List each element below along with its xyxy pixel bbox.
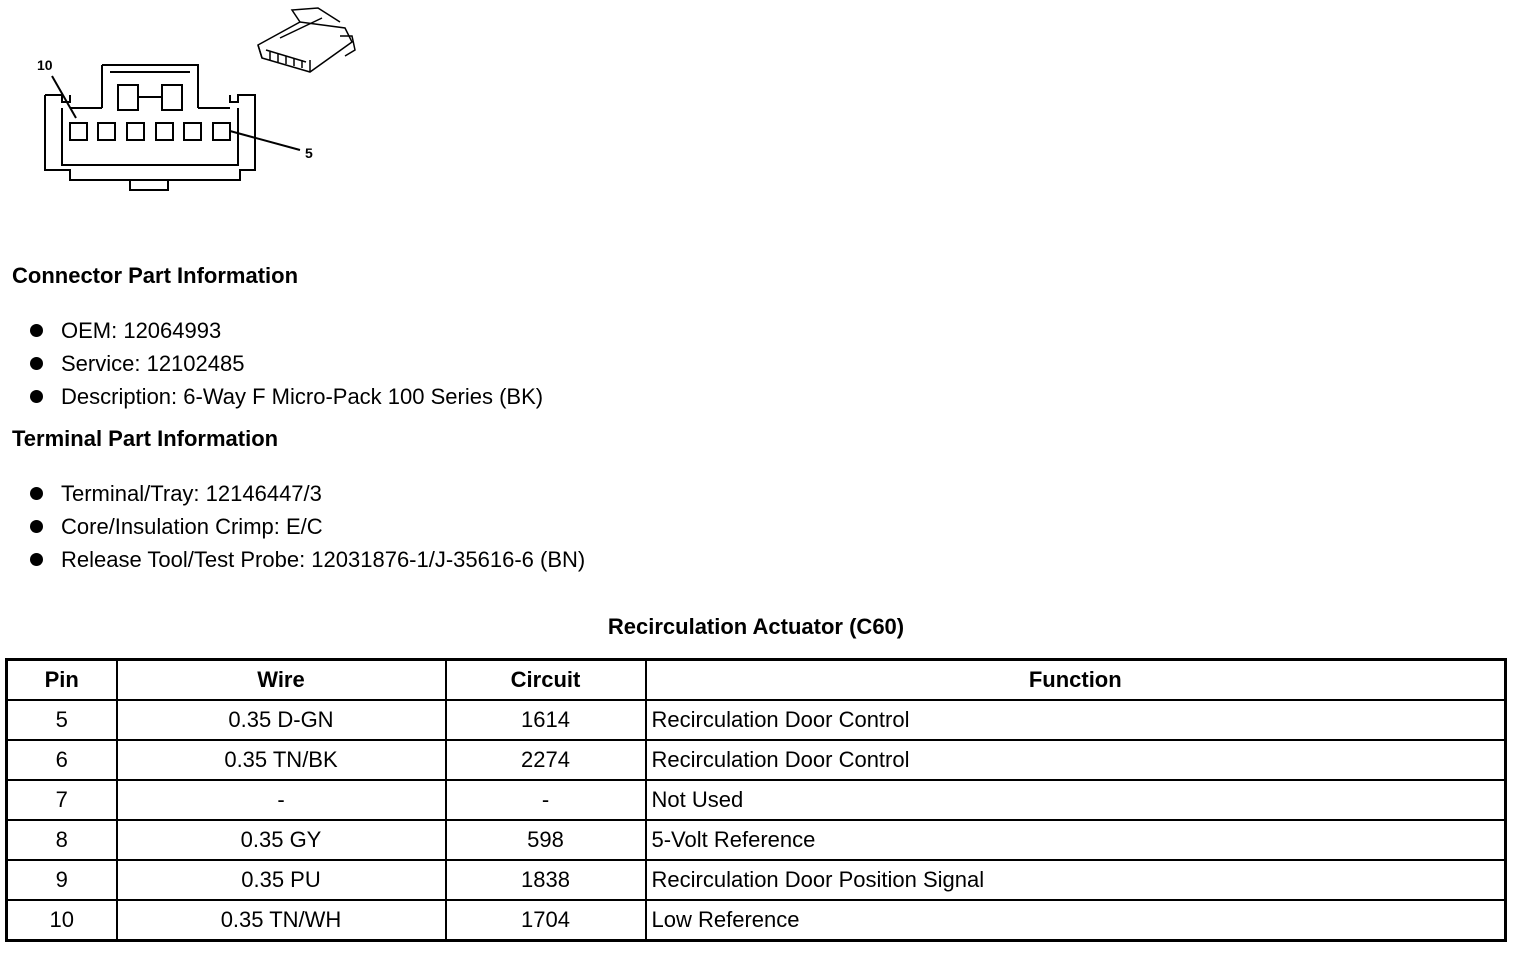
bullet-icon [30, 390, 43, 403]
bullet-icon [30, 324, 43, 337]
list-item: Core/Insulation Crimp: E/C [28, 510, 585, 543]
function-cell: Recirculation Door Control [646, 700, 1506, 740]
pin-cell: 8 [7, 820, 117, 860]
pin-cell: 9 [7, 860, 117, 900]
circuit-cell: 1838 [446, 860, 646, 900]
table-row [7, 780, 1506, 820]
connector-diagram [0, 0, 380, 205]
pin-label-10: 10 [37, 57, 53, 73]
circuit-cell: 1614 [446, 700, 646, 740]
table-title: Recirculation Actuator (C60) [607, 614, 905, 639]
pin-cell: 6 [7, 740, 117, 780]
terminal-info-heading: Terminal Part Information [12, 426, 279, 451]
list-item: Release Tool/Test Probe: 12031876-1/J-35616-6 (BN) [28, 543, 585, 576]
table-row [7, 700, 1506, 740]
column-header-function: Function [646, 660, 1506, 701]
table-row [7, 820, 1506, 860]
table-row [7, 740, 1506, 780]
list-item: OEM: 12064993 [28, 314, 543, 347]
pin-cell: 7 [7, 780, 117, 820]
pin-cell: 5 [7, 700, 117, 740]
circuit-cell: 2274 [446, 740, 646, 780]
circuit-cell: 598 [446, 820, 646, 860]
wire-cell: 0.35 GY [117, 820, 446, 860]
connector-isometric-icon [258, 8, 355, 72]
bullet-icon [30, 520, 43, 533]
pin-cell: 10 [7, 900, 117, 941]
bullet-icon [30, 357, 43, 370]
list-item: Terminal/Tray: 12146447/3 [28, 477, 585, 510]
column-header-pin: Pin [7, 660, 117, 701]
bullet-icon [30, 487, 43, 500]
connector-info-list [28, 314, 543, 413]
circuit-cell: 1704 [446, 900, 646, 941]
wire-cell: 0.35 TN/BK [117, 740, 446, 780]
table-header-row [7, 660, 1506, 701]
function-cell: Low Reference [646, 900, 1506, 941]
table-row [7, 860, 1506, 900]
column-header-wire: Wire [117, 660, 446, 701]
wire-cell: 0.35 TN/WH [117, 900, 446, 941]
bullet-icon [30, 553, 43, 566]
wire-cell: 0.35 PU [117, 860, 446, 900]
function-cell: 5-Volt Reference [646, 820, 1506, 860]
list-item: Description: 6-Way F Micro-Pack 100 Series (BK) [28, 380, 543, 413]
pinout-table [5, 658, 1507, 942]
function-cell: Not Used [646, 780, 1506, 820]
table-row [7, 900, 1506, 941]
connector-info-heading: Connector Part Information [12, 263, 299, 288]
wire-cell: 0.35 D-GN [117, 700, 446, 740]
wire-cell: - [117, 780, 446, 820]
column-header-circuit: Circuit [446, 660, 646, 701]
pin-label-5: 5 [305, 145, 313, 161]
list-item: Service: 12102485 [28, 347, 543, 380]
function-cell: Recirculation Door Position Signal [646, 860, 1506, 900]
circuit-cell: - [446, 780, 646, 820]
function-cell: Recirculation Door Control [646, 740, 1506, 780]
terminal-info-list [28, 477, 585, 576]
